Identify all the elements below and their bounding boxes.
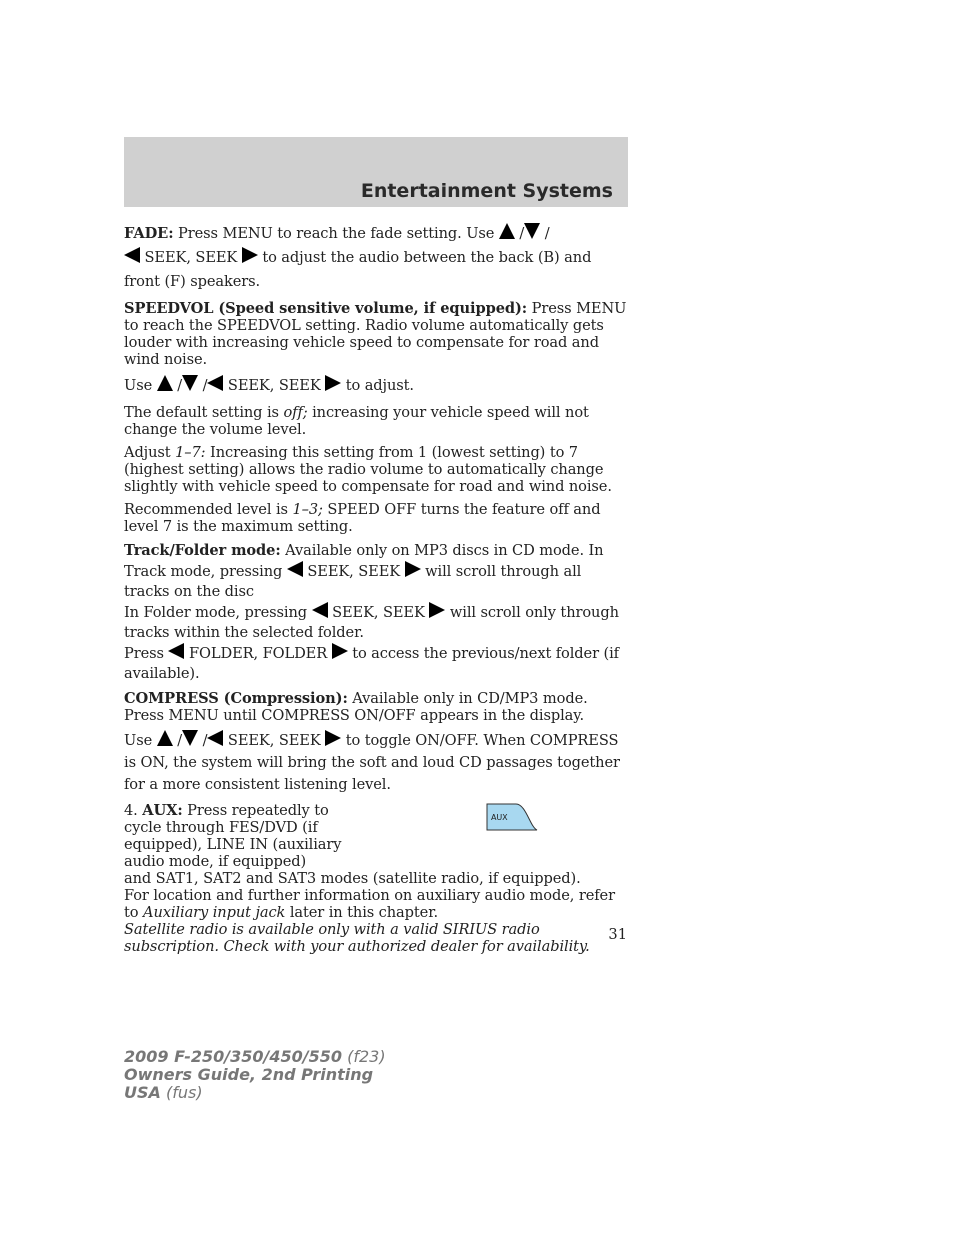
- track-label: Track/Folder mode:: [124, 542, 281, 559]
- adjust-range: 1–7:: [175, 444, 206, 461]
- speedvol-label: SPEEDVOL (Speed sensitive volume, if equipped):: [124, 300, 528, 317]
- default-text-2: increasing your vehicle speed will not change the volume level.: [124, 404, 589, 438]
- recommended-text: Recommended level is: [124, 501, 293, 518]
- seek-label: SEEK, SEEK: [140, 249, 242, 266]
- speedvol-default: [124, 404, 628, 438]
- press-text-2: to access the previous/next folder (if available).: [124, 645, 619, 682]
- aux-info-text: For location and further information on auxiliary audio mode, refer to: [124, 887, 615, 921]
- speedvol-paragraph: [124, 300, 628, 368]
- aux-number: 4.: [124, 802, 143, 819]
- footer-line-3: [124, 1084, 386, 1102]
- aux-label: AUX:: [142, 802, 183, 819]
- seek-label: SEEK, SEEK: [223, 732, 326, 749]
- page-number: 31: [608, 926, 627, 943]
- adjust-label: Adjust: [124, 444, 176, 461]
- seek-left-icon: [207, 375, 223, 391]
- page-content: [124, 222, 628, 955]
- use-text: Use: [124, 732, 157, 749]
- footer-code: (f23): [342, 1047, 386, 1066]
- footer-model: 2009 F-250/350/450/550: [124, 1047, 342, 1066]
- speedvol-adjust: [124, 444, 628, 495]
- speedvol-use: [124, 374, 628, 398]
- footer-line-1: [124, 1048, 386, 1066]
- recommended-level: 1–3;: [292, 501, 323, 518]
- down-arrow-icon: [182, 375, 198, 391]
- aux-intro: [124, 802, 364, 870]
- compress-use: [124, 730, 628, 796]
- track-text: Available only on MP3 discs in CD mode. In Track mode, pressing: [124, 542, 604, 580]
- track-paragraph: [124, 541, 628, 602]
- fade-paragraph: [124, 222, 628, 294]
- track-text-2: will scroll through all tracks on the disc: [124, 563, 582, 600]
- folder-label: FOLDER, FOLDER: [184, 645, 332, 662]
- seek-right-icon: [325, 375, 341, 391]
- compress-label: COMPRESS (Compression):: [124, 690, 348, 707]
- adjust-description: Increasing this setting from 1 (lowest setting) to 7 (highest setting) allows the radio volume to automatically change slightly with vehicle speed to compensate for road and wind noise.: [124, 444, 612, 495]
- aux-section: [124, 802, 628, 955]
- aux-info-text-2: later in this chapter.: [285, 904, 439, 921]
- press-text: Press: [124, 645, 169, 662]
- aux-info-link: Auxiliary input jack: [143, 904, 286, 921]
- section-header: [124, 137, 628, 207]
- seek-right-icon: [242, 247, 258, 263]
- up-arrow-icon: [499, 223, 515, 239]
- document-footer: [124, 1048, 386, 1102]
- use-text: Use: [124, 377, 157, 394]
- press-folder-paragraph: [124, 643, 628, 684]
- down-arrow-icon: [182, 730, 198, 746]
- compress-text-2: to toggle ON/OFF. When COMPRESS is ON, the system will bring the soft and loud CD passages together for a more consistent listening level.: [124, 732, 620, 793]
- recommended-text-2: SPEED OFF turns the feature off and level 7 is the maximum setting.: [124, 501, 601, 535]
- adjust-text: to adjust.: [341, 377, 414, 394]
- aux-note: Satellite radio is available only with a valid SIRIUS radio subscription. Check with your authorized dealer for availability.: [124, 921, 590, 955]
- seek-label: SEEK, SEEK: [223, 377, 326, 394]
- separator: /: [198, 377, 208, 394]
- aux-text-visible: Press repeatedly to cycle through FES/DVD (if equipped), LINE IN (auxiliary audio mode, if equipped): [124, 802, 342, 870]
- section-title: Entertainment Systems: [360, 180, 613, 202]
- seek-left-icon: [287, 561, 303, 577]
- footer-line-2: [124, 1066, 386, 1084]
- separator: /: [514, 225, 525, 242]
- default-text: The default setting is: [124, 404, 284, 421]
- speedvol-recommended: [124, 501, 628, 535]
- seek-label: SEEK, SEEK: [327, 604, 430, 621]
- compress-text: Available only in CD/MP3 mode. Press MENU until COMPRESS ON/OFF appears in the display.: [124, 690, 588, 724]
- down-arrow-icon: [524, 223, 540, 239]
- separator: /: [172, 732, 183, 749]
- seek-left-icon: [124, 247, 140, 263]
- separator: /: [172, 377, 183, 394]
- footer-edition: Owners Guide, 2nd Printing: [124, 1065, 374, 1084]
- aux-button: [486, 803, 538, 831]
- fade-text-2: to adjust the audio between the back (B) and front (F) speakers.: [124, 249, 592, 290]
- up-arrow-icon: [157, 375, 173, 391]
- footer-region: USA: [124, 1083, 161, 1102]
- folder-text-2: will scroll only through tracks within the selected folder.: [124, 604, 619, 641]
- seek-right-icon: [405, 561, 421, 577]
- speedvol-text: Press MENU to reach the SPEEDVOL setting. Radio volume automatically gets louder with increasing vehicle speed to compensate for road and wind noise.: [124, 300, 627, 368]
- aux-text-rest: and SAT1, SAT2 and SAT3 modes (satellite radio, if equipped).: [124, 870, 581, 887]
- folder-right-icon: [332, 643, 348, 659]
- folder-left-icon: [168, 643, 184, 659]
- footer-region-code: (fus): [160, 1083, 203, 1102]
- fade-label: FADE:: [124, 225, 174, 242]
- aux-info: [124, 887, 628, 921]
- compress-paragraph: [124, 690, 628, 724]
- folder-paragraph: [124, 602, 628, 643]
- fade-text: Press MENU to reach the fade setting. Use: [173, 225, 499, 242]
- separator: /: [198, 732, 208, 749]
- seek-left-icon: [312, 602, 328, 618]
- folder-text: In Folder mode, pressing: [124, 604, 312, 621]
- seek-right-icon: [429, 602, 445, 618]
- seek-label: SEEK, SEEK: [302, 563, 405, 580]
- seek-left-icon: [207, 730, 223, 746]
- up-arrow-icon: [157, 730, 173, 746]
- separator: /: [540, 225, 550, 242]
- seek-right-icon: [325, 730, 341, 746]
- aux-button-label: AUX: [491, 813, 508, 822]
- default-value: off;: [283, 404, 308, 421]
